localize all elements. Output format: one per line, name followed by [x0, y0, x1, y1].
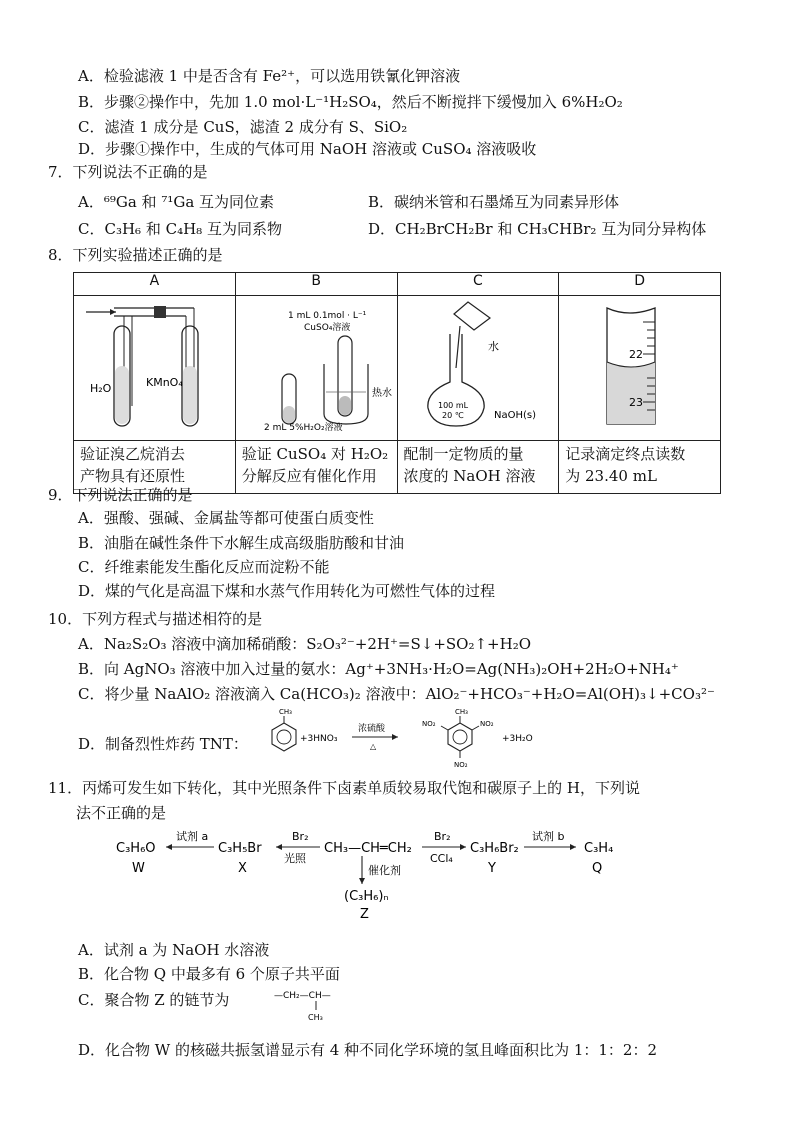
- q7-option-a: A．⁶⁹Ga 和 ⁷¹Ga 互为同位素: [78, 193, 275, 211]
- figure-b-cell: [235, 296, 397, 441]
- q10-option-d: D．制备烈性炸药 TNT：: [78, 735, 248, 753]
- figure-d-tick-22: 22: [629, 348, 644, 361]
- q6-option-a: A．检验滤液 1 中是否含有 Fe²⁺，可以选用铁氰化钾溶液: [78, 67, 461, 85]
- q8-stem: 8．下列实验描述正确的是: [48, 246, 223, 264]
- caption-c: [397, 441, 559, 494]
- polymer-repeat-unit: [272, 986, 362, 1026]
- bromine-ccl4-top: Br₂: [434, 830, 451, 843]
- figure-c-flask-volume: 100 mL: [437, 401, 468, 410]
- table-header-d: D: [559, 273, 721, 296]
- q6-option-d: D．步骤①操作中，生成的气体可用 NaOH 溶液或 CuSO₄ 溶液吸收: [78, 140, 537, 158]
- q7-stem: 7．下列说法不正确的是: [48, 163, 208, 181]
- caption-a-line1: 验证溴乙烷消去: [80, 445, 186, 463]
- compound-q-formula: C₃H₄: [584, 841, 614, 856]
- polymer-z-label: Z: [360, 907, 369, 922]
- table-header-c: C: [397, 273, 559, 296]
- condition-heat: △: [370, 742, 377, 751]
- bromine-light-bottom: 光照: [284, 852, 306, 865]
- compound-y-formula: C₃H₆Br₂: [470, 841, 519, 856]
- q11-option-b: B．化合物 Q 中最多有 6 个原子共平面: [78, 965, 340, 983]
- q10-stem: 10．下列方程式与描述相符的是: [48, 610, 263, 628]
- figure-b-label-top2: CuSO₄溶液: [303, 323, 351, 333]
- catalyst-label: 催化剂: [368, 864, 401, 877]
- compound-q-label: Q: [592, 861, 603, 876]
- q10-option-c: C．将少量 NaAlO₂ 溶液滴入 Ca(HCO₃)₂ 溶液中：AlO₂⁻+HCO₃⁻+H₂O=Al(OH)₃↓+CO₃²⁻: [78, 685, 715, 703]
- bromine-light-top: Br₂: [292, 830, 309, 843]
- bromine-ccl4-bottom: CCl₄: [430, 852, 453, 865]
- q11-stem-line1: 11．丙烯可发生如下转化，其中光照条件下卤素单质较易取代饱和碳原子上的 H，下列说: [48, 779, 640, 797]
- figure-d-cell: [559, 296, 721, 441]
- q10-option-b: B．向 AgNO₃ 溶液中加入过量的氨水：Ag⁺+3NH₃·H₂O=Ag(NH₃)₂OH+2H₂O+NH₄⁺: [78, 660, 679, 678]
- figure-a-apparatus: [74, 296, 224, 436]
- compound-x-label: X: [238, 861, 247, 876]
- figure-c-flask-temp: 20 ℃: [441, 411, 464, 420]
- caption-c-line2: 浓度的 NaOH 溶液: [403, 467, 536, 485]
- figure-c-apparatus: [398, 296, 556, 436]
- figure-a-cell: [74, 296, 236, 441]
- figure-c-cell: [397, 296, 559, 441]
- compound-x-formula: C₃H₅Br: [218, 841, 262, 856]
- caption-d-line1: 记录滴定终点读数: [565, 445, 686, 463]
- q6-option-b: B．步骤②操作中，先加 1.0 mol·L⁻¹H₂SO₄，然后不断搅拌下缓慢加入 6%H₂O₂: [78, 93, 623, 111]
- compound-w-label: W: [132, 861, 145, 876]
- tnt-no2-left: NO₂: [422, 720, 436, 728]
- table-header-a: A: [74, 273, 236, 296]
- water-product: +3H₂O: [502, 734, 533, 744]
- polymer-z-formula: (C₃H₆)ₙ: [344, 889, 389, 904]
- reagent-b-label: 试剂 b: [532, 830, 565, 843]
- caption-d-line2: 为 23.40 mL: [565, 467, 657, 485]
- caption-c-line1: 配制一定物质的量: [403, 445, 524, 463]
- figure-b-hot-water-label: 热水: [371, 388, 392, 399]
- compound-y-label: Y: [488, 861, 496, 876]
- caption-b: [235, 441, 397, 494]
- compound-w-formula: C₃H₆O: [116, 841, 156, 856]
- q6-option-c: C．滤渣 1 成分是 CuS，滤渣 2 成分有 S、SiO₂: [78, 118, 408, 136]
- q10-option-a: A．Na₂S₂O₃ 溶液中滴加稀硝酸：S₂O₃²⁻+2H⁺=S↓+SO₂↑+H₂O: [78, 635, 532, 653]
- repeat-unit-ch3: CH₃: [308, 1013, 323, 1022]
- caption-d: [559, 441, 721, 494]
- figure-b-bottom-label: 2 mL 5%H₂O₂溶液: [263, 423, 343, 433]
- q9-option-a: A．强酸、强碱、金属盐等都可使蛋白质变性: [78, 509, 374, 527]
- q9-stem: 9．下列说法正确的是: [48, 486, 193, 504]
- experiment-table: [73, 272, 721, 494]
- condition-sulfuric-acid: 浓硫酸: [358, 724, 386, 734]
- figure-b-apparatus: [236, 296, 411, 436]
- tnt-no2-right: NO₂: [480, 720, 494, 728]
- table-header-b: B: [235, 273, 397, 296]
- caption-b-line1: 验证 CuSO₄ 对 H₂O₂: [241, 445, 389, 463]
- caption-a-line2: 产物具有还原性: [80, 467, 186, 485]
- figure-c-water-label: 水: [487, 340, 499, 353]
- figure-a-kmno4-label: KMnO₄: [146, 376, 183, 389]
- figure-d-tick-23: 23: [629, 396, 644, 409]
- toluene-ch3: CH₃: [279, 708, 292, 716]
- q7-option-d: D．CH₂BrCH₂Br 和 CH₃CHBr₂ 互为同分异构体: [368, 220, 707, 238]
- figure-d-burette: [559, 296, 719, 436]
- repeat-unit-chain: —CH₂—CH—: [274, 991, 331, 1001]
- tnt-ch3: CH₃: [455, 708, 468, 716]
- q11-stem-line2: 法不正确的是: [76, 804, 167, 822]
- q9-option-c: C．纤维素能发生酯化反应而淀粉不能: [78, 558, 330, 576]
- tnt-reaction-equation: [258, 704, 548, 772]
- q11-option-d: D．化合物 W 的核磁共振氢谱显示有 4 种不同化学环境的氢且峰面积比为 1：1：2：2: [78, 1041, 658, 1059]
- q7-option-c: C．C₃H₆ 和 C₄H₈ 互为同系物: [78, 220, 282, 238]
- q9-option-d: D．煤的气化是高温下煤和水蒸气作用转化为可燃性气体的过程: [78, 582, 496, 600]
- figure-c-naoh-label: NaOH(s): [493, 410, 536, 421]
- q11-option-a: A．试剂 a 为 NaOH 水溶液: [78, 941, 270, 959]
- propylene-reaction-scheme: [110, 826, 670, 924]
- tnt-no2-bottom: NO₂: [454, 761, 468, 769]
- q11-option-c: C．聚合物 Z 的链节为: [78, 991, 230, 1009]
- figure-a-water-label: H₂O: [90, 382, 112, 395]
- propylene-formula: CH₃—CH═CH₂: [324, 841, 412, 856]
- q9-option-b: B．油脂在碱性条件下水解生成高级脂肪酸和甘油: [78, 534, 405, 552]
- reagent-a-label: 试剂 a: [176, 830, 209, 843]
- figure-b-label-top1: 1 mL 0.1mol · L⁻¹: [287, 311, 367, 321]
- caption-b-line2: 分解反应有催化作用: [241, 467, 377, 485]
- nitric-acid-reagent: +3HNO₃: [300, 734, 338, 744]
- q7-option-b: B．碳纳米管和石墨烯互为同素异形体: [368, 193, 620, 211]
